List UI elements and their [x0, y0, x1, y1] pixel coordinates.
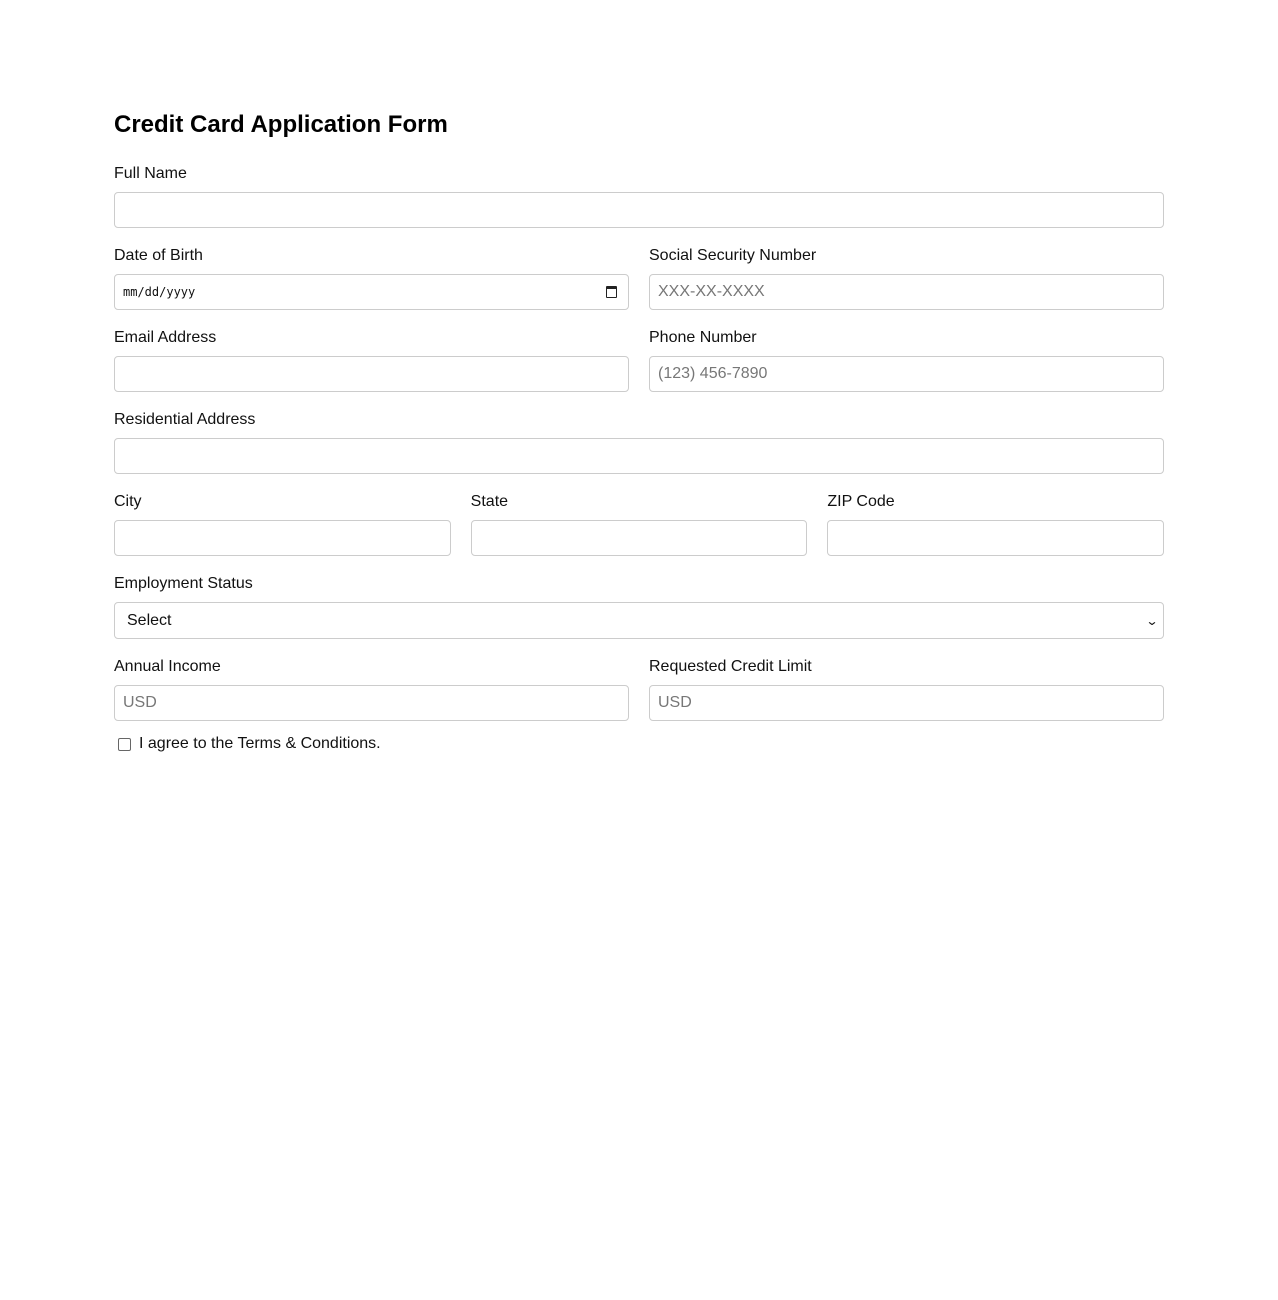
city-input[interactable] — [114, 520, 451, 556]
terms-checkbox[interactable] — [118, 738, 131, 751]
chevron-down-icon: ⌄ — [1145, 613, 1159, 628]
dob-label: Date of Birth — [114, 247, 203, 264]
ssn-label: Social Security Number — [649, 247, 817, 264]
full-name-label: Full Name — [114, 165, 187, 182]
address-input[interactable] — [114, 438, 1164, 474]
credit-limit-label: Requested Credit Limit — [649, 658, 812, 675]
zip-label: ZIP Code — [827, 493, 895, 510]
phone-placeholder: (123) 456-7890 — [658, 365, 768, 382]
full-name-input[interactable] — [114, 192, 1164, 228]
ssn-placeholder: XXX-XX-XXXX — [658, 283, 765, 300]
income-input[interactable] — [114, 685, 629, 721]
ssn-input[interactable] — [649, 274, 1164, 310]
email-label: Email Address — [114, 329, 217, 346]
state-input[interactable] — [471, 520, 808, 556]
phone-label: Phone Number — [649, 329, 757, 346]
application-form — [114, 110, 1164, 753]
employment-select[interactable] — [114, 602, 1164, 639]
terms-label[interactable]: I agree to the Terms & Conditions. — [139, 735, 381, 752]
terms-row — [114, 735, 1164, 753]
address-label: Residential Address — [114, 411, 256, 428]
employment-selected: Select — [127, 611, 172, 629]
city-label: City — [114, 493, 142, 510]
dob-input[interactable] — [114, 274, 629, 310]
dob-placeholder: mm/dd/yyyy — [123, 285, 196, 299]
credit-limit-input[interactable] — [649, 685, 1164, 721]
phone-input[interactable] — [649, 356, 1164, 392]
credit-limit-placeholder: USD — [658, 694, 692, 711]
employment-label: Employment Status — [114, 575, 253, 592]
income-label: Annual Income — [114, 658, 221, 675]
state-label: State — [470, 493, 509, 510]
email-input[interactable] — [114, 356, 629, 392]
page-title: Credit Card Application Form — [114, 111, 448, 138]
income-placeholder: USD — [123, 694, 157, 711]
calendar-icon[interactable] — [606, 286, 617, 298]
zip-input[interactable] — [827, 520, 1164, 556]
